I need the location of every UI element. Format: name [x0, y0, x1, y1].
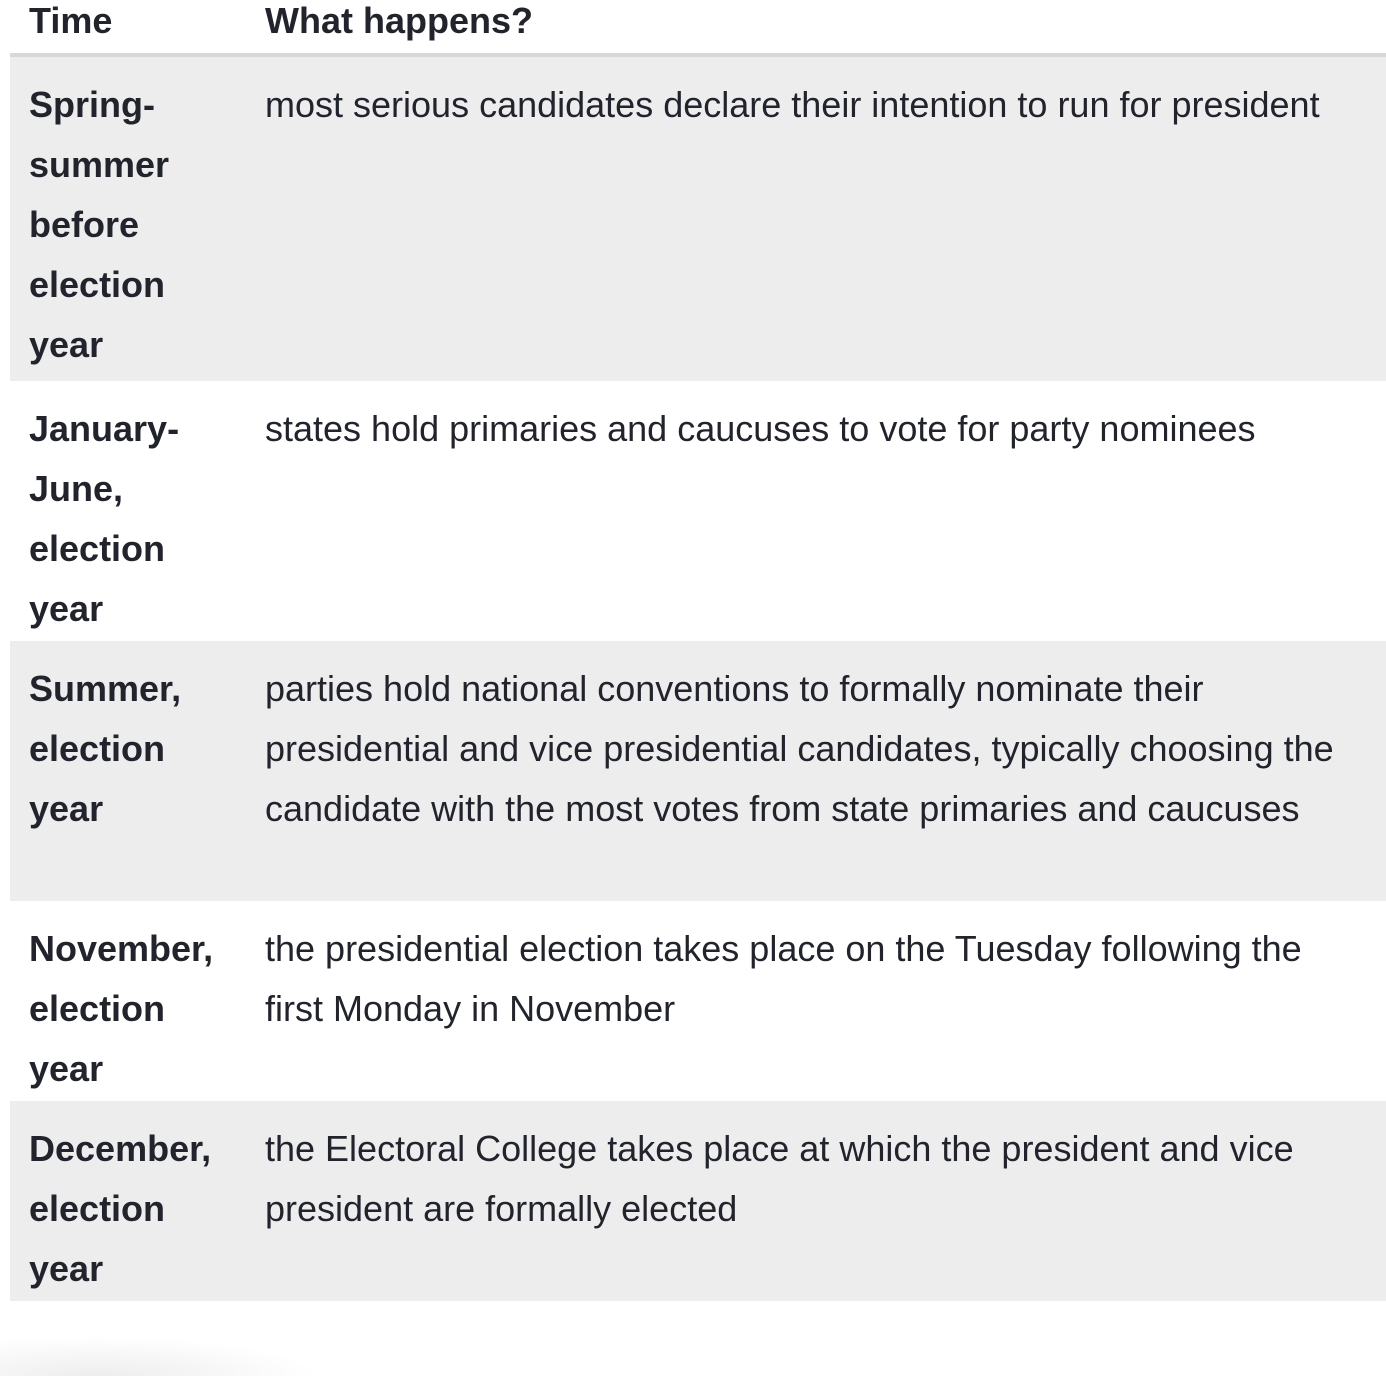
time-cell: Spring-summer before election year: [29, 84, 170, 365]
election-timeline-table: [10, 0, 1386, 1301]
table-header-row: [10, 0, 1386, 57]
what-cell: most serious candidates declare their intention to run for president: [265, 84, 1320, 125]
table-row: [10, 641, 1386, 901]
time-cell: November, election year: [29, 928, 214, 1089]
what-cell: the Electoral College takes place at which the president and vice president are formally elected: [265, 1128, 1294, 1229]
what-cell: states hold primaries and caucuses to vote for party nominees: [265, 408, 1256, 449]
header-what-happens: What happens?: [265, 0, 533, 41]
bottom-shadow: [0, 1336, 320, 1376]
what-cell: the presidential election takes place on the Tuesday following the first Monday in November: [265, 928, 1302, 1029]
what-cell: parties hold national conventions to formally nominate their presidential and vice presidential candidates, typically choosing the candidate with the most votes from state primaries and caucuses: [265, 668, 1334, 829]
time-cell: December, election year: [29, 1128, 212, 1289]
table-row: [10, 381, 1386, 641]
time-cell: January-June, election year: [29, 408, 180, 629]
table-row: [10, 901, 1386, 1101]
table-row: [10, 57, 1386, 381]
header-time: Time: [29, 0, 113, 41]
time-cell: Summer, election year: [29, 668, 182, 829]
table-row: [10, 1101, 1386, 1301]
